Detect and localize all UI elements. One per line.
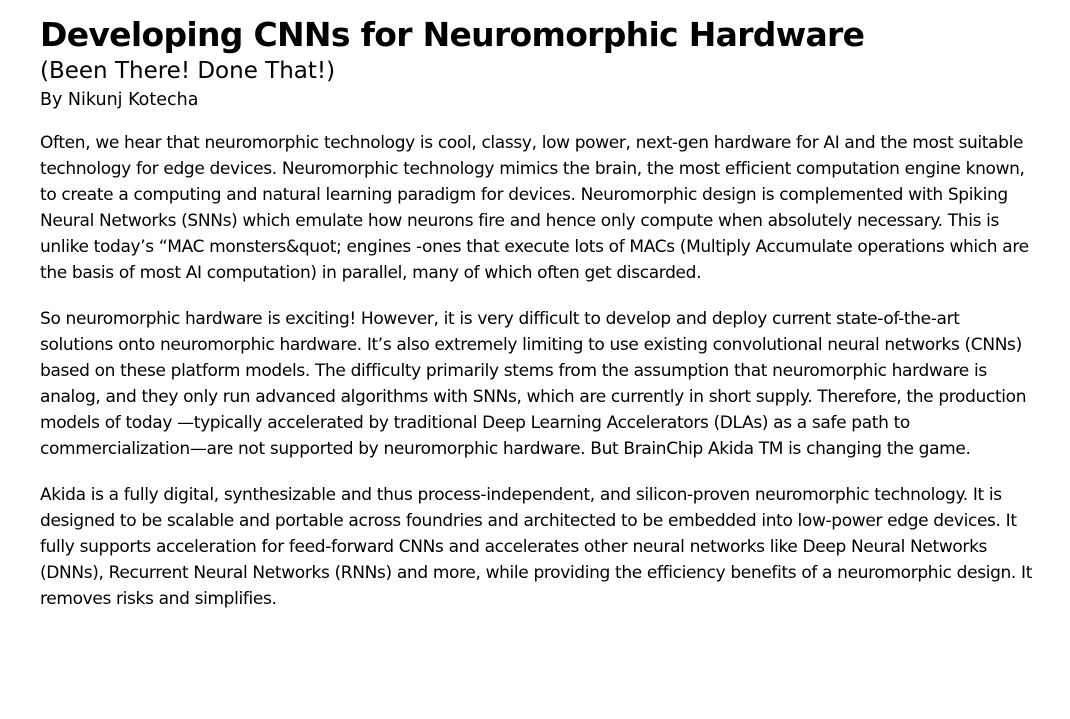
article-title: Developing CNNs for Neuromorphic Hardware: [40, 15, 865, 54]
article-subtitle: (Been There! Done That!): [40, 58, 336, 84]
article-paragraph: Often, we hear that neuromorphic technology is cool, classy, low power, next-gen hardware for AI and the most suitable technology for edge devices. Neuromorphic technology mimics the brain, the most efficient computation engine known, to create a computing and natural learning paradigm for devices. Neuromorphic design is complemented with Spiking Neural Networks (SNNs) which emulate how neurons fire and hence only compute when absolutely necessary. This is unlike today’s “MAC monsters&quot; engines -ones that execute lots of MACs (Multiply Accumulate operations which are the basis of most AI computation) in parallel, many of which often get discarded.: [40, 133, 1029, 283]
article-byline: By Nikunj Kotecha: [40, 90, 199, 110]
article: [40, 14, 1034, 632]
article-paragraph: So neuromorphic hardware is exciting! However, it is very difficult to develop and deploy current state-of-the-art solutions onto neuromorphic hardware. It’s also extremely limiting to use existing convolutional neural networks (CNNs) based on these platform models. The difficulty primarily stems from the assumption that neuromorphic hardware is analog, and they only run advanced algorithms with SNNs, which are currently in short supply. Therefore, the production models of today —typically accelerated by traditional Deep Learning Accelerators (DLAs) as a safe path to commercialization—are not supported by neuromorphic hardware. But BrainChip Akida TM is changing the game.: [40, 309, 1027, 459]
article-paragraph: Akida is a fully digital, synthesizable and thus process-independent, and silicon-proven neuromorphic technology. It is designed to be scalable and portable across foundries and architected to be embedded into low-power edge devices. It fully supports acceleration for feed-forward CNNs and accelerates other neural networks like Deep Neural Networks (DNNs), Recurrent Neural Networks (RNNs) and more, while providing the efficiency benefits of a neuromorphic design. It removes risks and simplifies.: [40, 485, 1033, 609]
